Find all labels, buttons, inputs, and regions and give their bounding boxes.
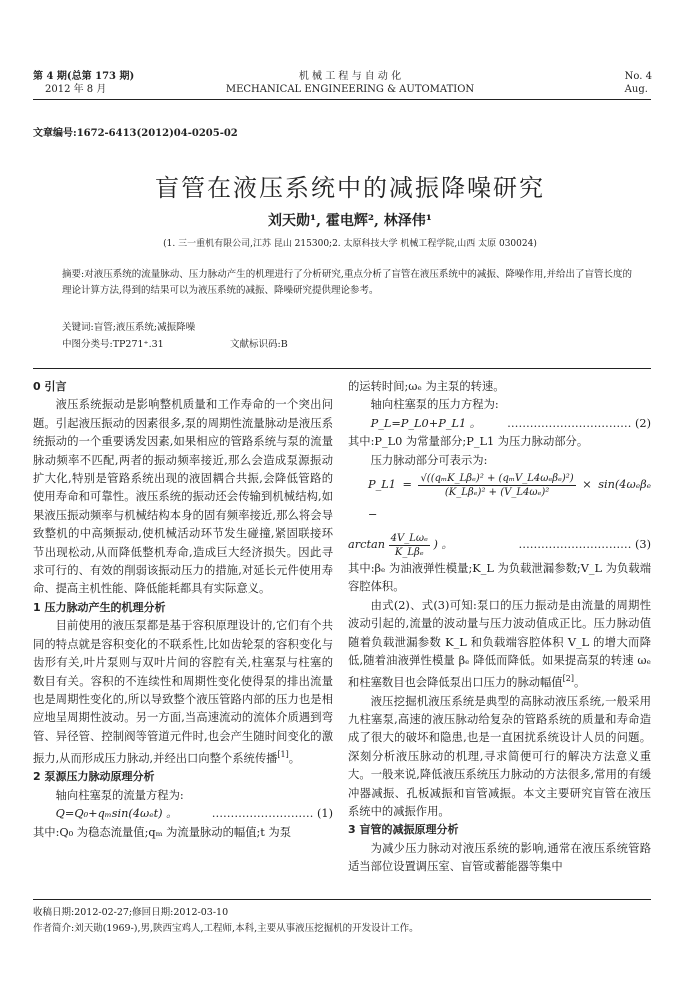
equation-fraction	[418, 472, 575, 499]
paragraph: 轴向柱塞泵的流量方程为:	[55, 788, 184, 802]
paragraph: 其中:P_L0 为常量部分;P_L1 为压力脉动部分。	[348, 435, 589, 449]
equation-text: arctan	[348, 538, 386, 552]
journal-name	[0, 70, 700, 96]
paper-title: 盲管在液压系统中的减振降噪研究	[155, 174, 545, 202]
section-heading: 1 压力脉动产生的机理分析	[33, 600, 166, 614]
paragraph	[33, 396, 333, 598]
paragraph: 液压挖掘机液压系统是典型的高脉动液压系统,一般采用九柱塞泵,高速的液压脉动给复杂的管路系统的质量和寿命造成了很大的破坏和隐患,也是一直困扰系统设计人员的问题。深刻分析液压脉动的机理,寻求简便可行的解决方法意义重大。一般来说,降低液压系统压力脉动的方法很多,常用的有缓冲器减振、孔板减振和盲管减振。本文主要研究盲管在液压系统中的减振作用。	[348, 694, 651, 819]
citation: [1]	[277, 750, 289, 760]
paragraph: 为减少压力脉动对液压系统的影响,通常在液压系统管路适当部位设置调压室、盲管或蓄能器等集中	[348, 841, 651, 874]
paragraph: 其中:Q₀ 为稳态流量值;qₘ 为流量脉动的幅值;t 为泵	[33, 825, 292, 839]
fraction-denominator: (K_Lβₑ)² + (V_L4ωₑ)²	[444, 486, 550, 498]
document-code: 文献标识码:B	[230, 339, 288, 350]
equation-number: …………………………… (2)	[507, 416, 651, 430]
fraction-numerator: √((qₘK_Lβₑ)² + (qₘV_L4ωₑβₑ)²)	[420, 472, 574, 484]
footnote-rule	[33, 899, 651, 900]
paragraph-text: 液压系统振动是影响整机质量和工作寿命的一个突出问题。引起液压振动的因素很多,泵的周期性流量脉动是液压系统振动的一个重要诱发因素,如果相应的管路系统与泵的流量脉动频率不匹配,两者的振动频率接近,那么会造成泵源振动扩大化,特别是管路系统出现的液固耦合共振,会降低管路的使用寿命和可靠性。液压系统的振动还会传输到机械结构,如果液压振动频率与机械结构本身的固有频率接近,那么将会导致整机的中高频振动,使机械活动环节发生碰撞,紧固联接环节出现松动,从而降低整机寿命,造成巨大经济损失。因此寻求可行的、有效的削弱该振动压力的措施,对延长元件使用寿命、提高主机性能、降低能耗都具有实际意义。	[33, 398, 333, 596]
author-bio: 作者简介:刘天勋(1969-),男,陕西宝鸡人,工程师,本科,主要从事液压挖掘机的开发设计工作。	[33, 923, 419, 934]
affiliation: (1. 三一重机有限公司,江苏 昆山 215300;2. 太原科技大学 机械工程学院,山西 太原 030024)	[163, 239, 537, 249]
fraction-denominator: K_Lβₑ	[394, 546, 424, 558]
header-rule	[33, 99, 651, 100]
abstract-rule	[33, 368, 651, 369]
journal-name-cn: 机 械 工 程 与 自 动 化	[298, 71, 402, 82]
paragraph	[33, 617, 333, 768]
equation-text: P_L=P_L0+P_L1 。	[370, 416, 482, 430]
fraction-numerator: 4V_Lωₑ	[390, 532, 428, 544]
paragraph: 的运转时间;ωₑ 为主泵的转速。	[348, 380, 505, 393]
article-number: 文章编号:1672-6413(2012)04-0205-02	[33, 128, 238, 139]
issue-no-en: No. 4	[624, 71, 652, 82]
equation-text: ) 。	[433, 538, 453, 552]
paragraph-text: 由式(2)、式(3)可知:泵口的压力振动是由流量的周期性波动引起的,流量的波动量与压力波动值成正比。压力脉动值随着负载泄漏参数 K_L 和负载端容腔体积 V_L 的增大而降低,随着油液弹性模量 βₑ 降低而降低。如果提高泵的转速 ωₑ 和柱塞数目也会降低泵出口压力的脉动幅值	[348, 598, 651, 690]
citation: [2]	[562, 674, 574, 684]
equation-3-cont	[348, 530, 651, 560]
authors: 刘天勋¹, 霍电辉², 林泽伟¹	[268, 213, 432, 229]
classification-number: 中图分类号:TP271⁺.31	[62, 339, 164, 350]
equation-text: × sin(4ωₑβₑ −	[368, 478, 651, 522]
section-heading: 2 泵源压力脉动原理分析	[33, 770, 155, 784]
equation-text: Q=Q₀+qₘsin(4ωₑt) 。	[55, 807, 178, 821]
issue-month-en: Aug.	[624, 84, 648, 95]
equation-number: ………………………… (3)	[518, 538, 651, 552]
paragraph: 其中:βₑ 为油液弹性模量;K_L 为负载泄漏参数;V_L 为负载端容腔体积。	[348, 562, 651, 594]
issue-info-en	[625, 70, 652, 96]
equation-1	[33, 805, 333, 823]
section-heading: 3 盲管的减振原理分析	[348, 823, 459, 837]
paragraph: 压力脉动部分可表示为:	[370, 453, 488, 467]
issue-number: 第 4 期(总第 173 期)	[33, 71, 135, 82]
equation-fraction	[389, 532, 430, 559]
equation-3	[348, 470, 651, 530]
issue-date: 2012 年 8 月	[45, 84, 107, 95]
left-column	[33, 378, 333, 842]
equation-text: P_L1 =	[368, 478, 412, 492]
paragraph: 轴向柱塞泵的压力方程为:	[370, 398, 499, 412]
paragraph-text: 目前使用的液压泵都是基于容积原理设计的,它们有个共同的特点就是容积变化的不联系性,比如齿轮泵的容积变化与齿形有关,叶片泵则与双叶片间的容腔有关,柱塞泵与柱塞的数目有关。容积的不连续性和周期性变化使得泵的排出流量也是周期性变化的,所以导致整个液压管路内部的压力也是相应地呈周期性波动。另一方面,当高速流动的流体介质遇到弯管、异径管、控制阀等管道元件时,也会产生随时间变化的激振力,从而形成压力脉动,并经出口向整个系统传播	[33, 619, 333, 765]
right-column	[348, 378, 651, 877]
keywords: 关键词:盲管;液压系统;减振降噪	[62, 322, 196, 333]
abstract: 摘要:对液压系统的流量脉动、压力脉动产生的机理进行了分析研究,重点分析了盲管在液压系统中的减振、降噪作用,并给出了盲管长度的理论计算方法,得到的结果可以为液压系统的减振、降噪研究提供理论参考。	[62, 269, 632, 296]
paragraph	[348, 597, 651, 693]
paragraph-text: 。	[574, 676, 586, 690]
journal-name-en: MECHANICAL ENGINEERING & AUTOMATION	[225, 84, 475, 95]
equation-2	[348, 415, 651, 433]
paragraph-text: 。	[288, 751, 301, 765]
equation-number: ……………………… (1)	[211, 807, 333, 821]
received-date: 收稿日期:2012-02-27;修回日期:2012-03-10	[33, 907, 229, 918]
section-heading: 0 引言	[33, 380, 67, 393]
